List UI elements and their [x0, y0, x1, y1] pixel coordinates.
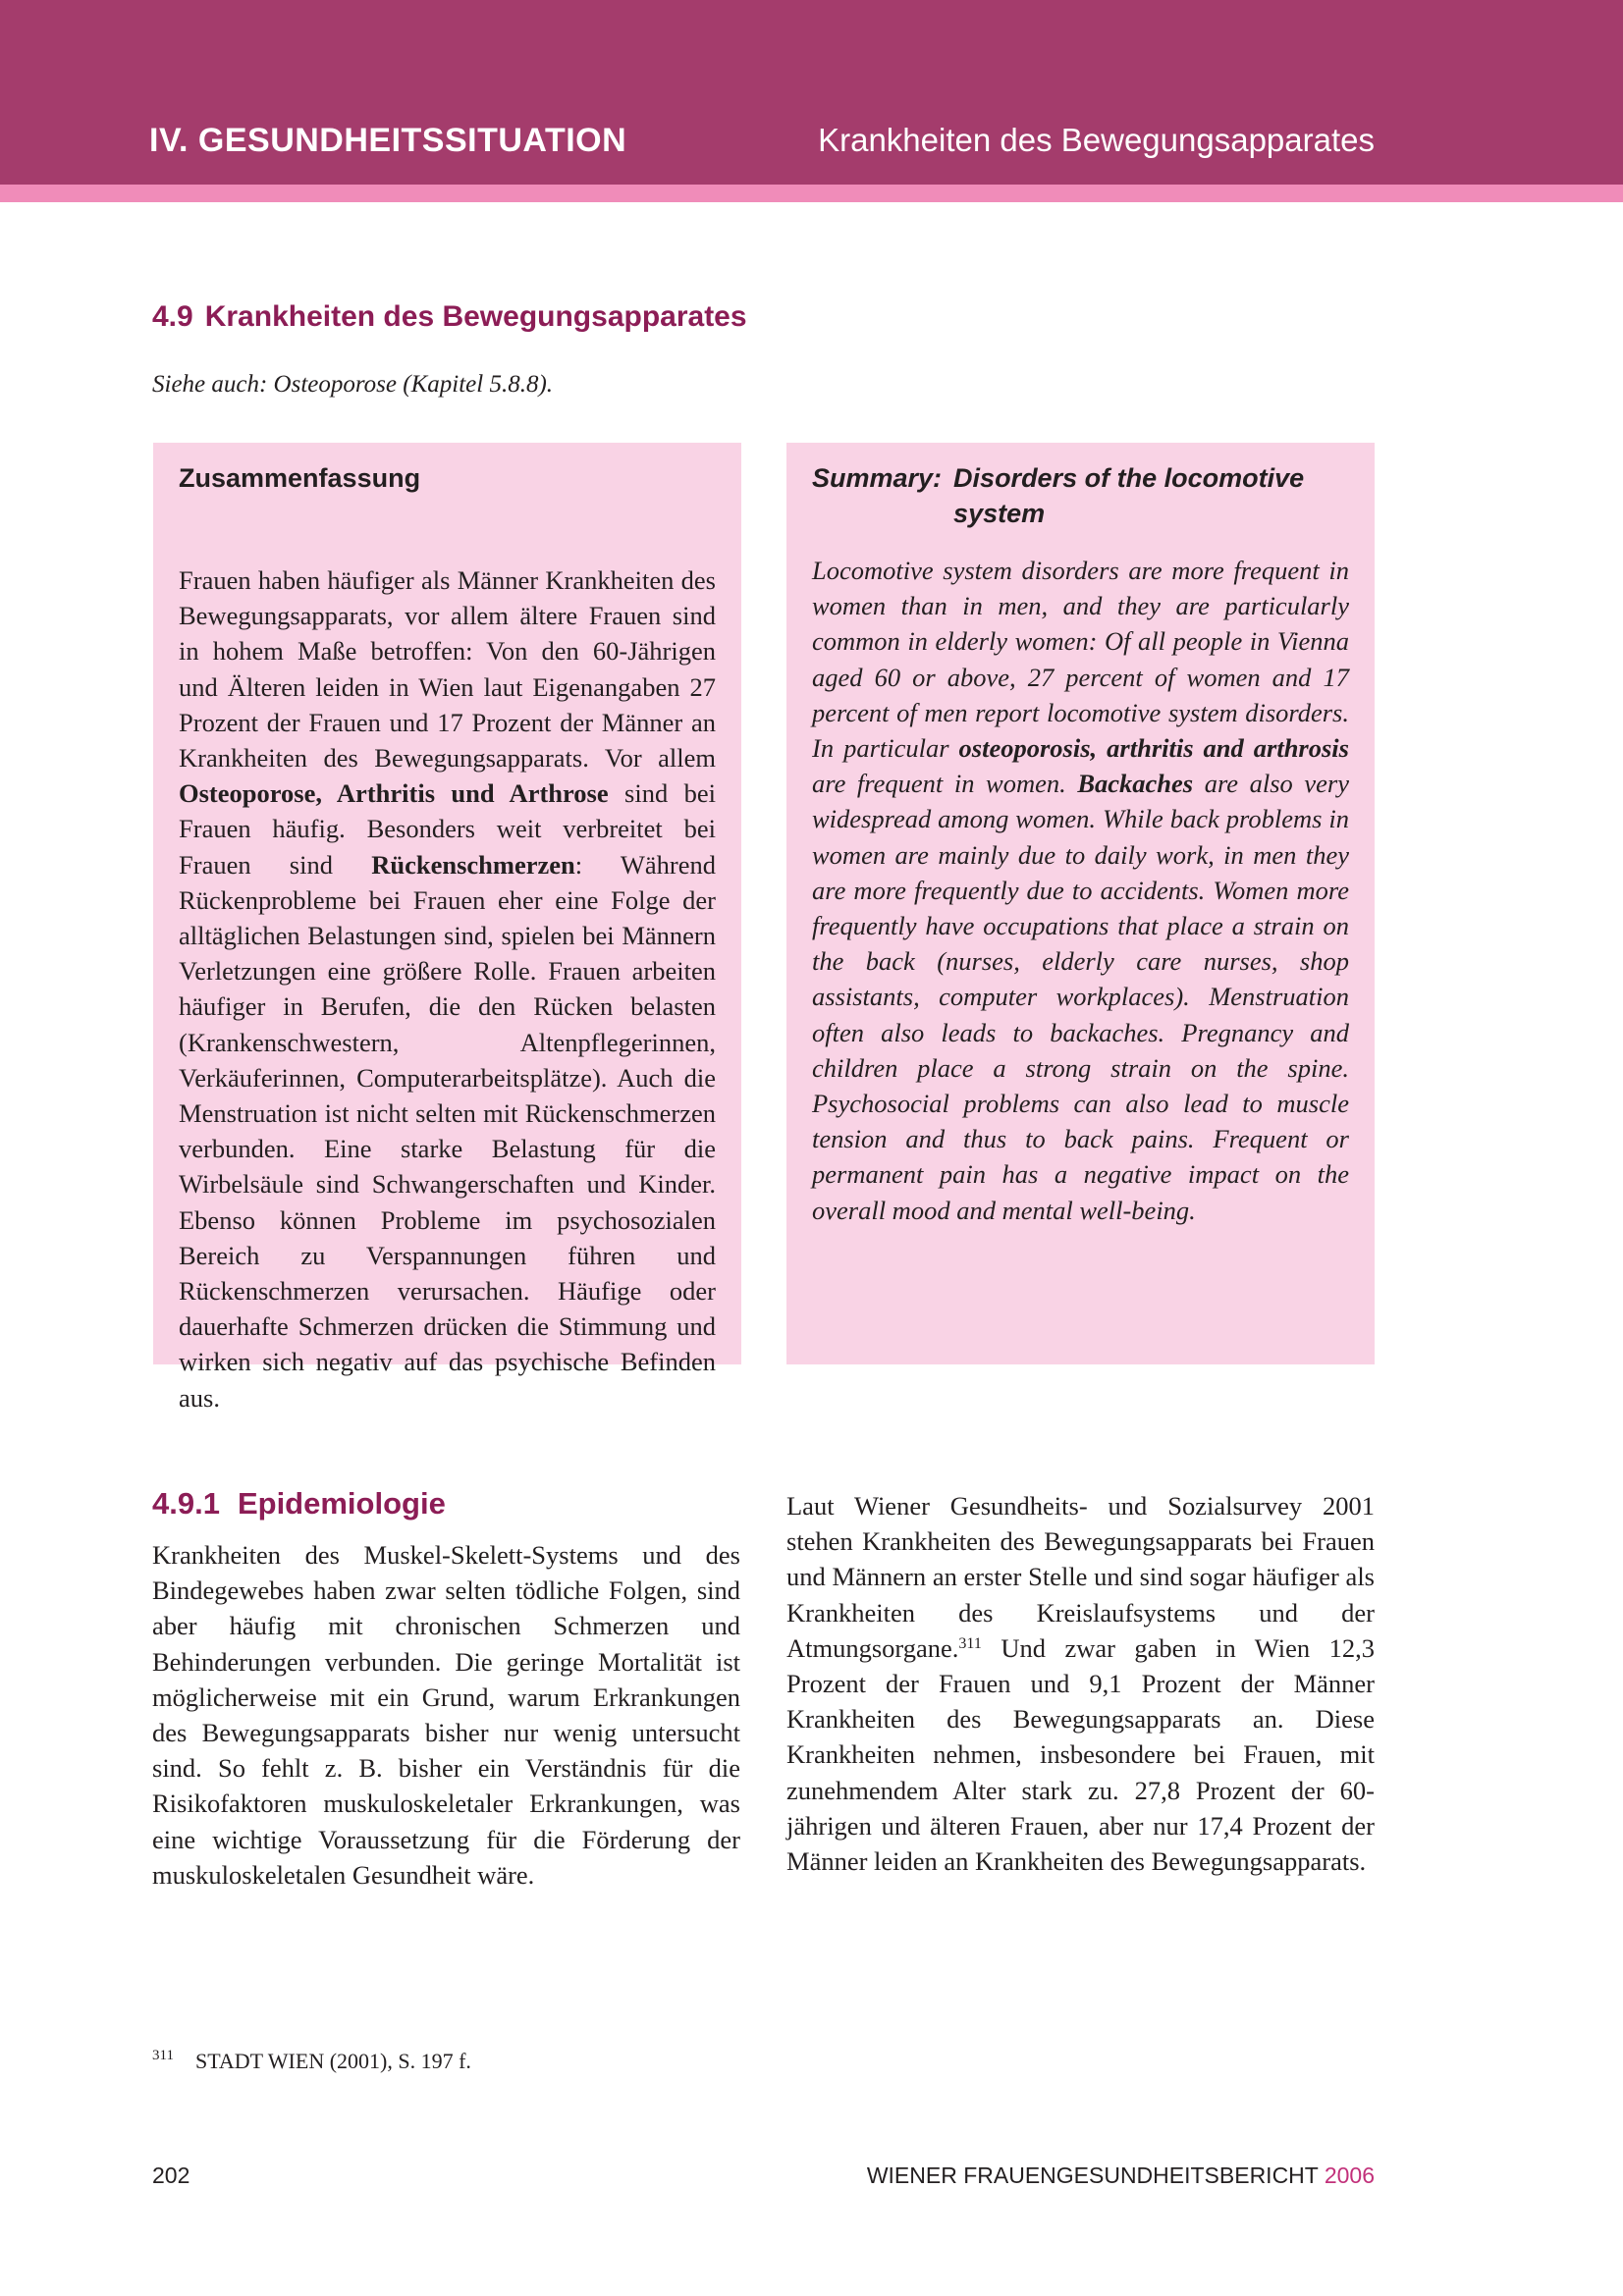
summary-box-german — [153, 443, 741, 1413]
summary-german-text-part: Frauen haben häufiger als Männer Krankheiten des Bewegungsapparats, vor allem ältere Frauen sind in hohem Maße betroffen: Von den 60-Jährigen und Älteren leiden in Wien laut Eigenangaben 27 Prozent der Frauen und 17 Prozent der Männer an Krankheiten des Bewegungsapparats. Vor allem — [179, 565, 716, 774]
summary-german-bold-diseases: Osteoporose, Arthritis und Arthrose — [179, 778, 609, 809]
header-stripe — [0, 185, 1623, 202]
footer-report-title — [867, 2163, 1375, 2189]
section-title — [152, 300, 747, 334]
see-also-note: Siehe auch: Osteoporose (Kapitel 5.8.8). — [152, 371, 554, 398]
subsection-title — [152, 1486, 446, 1522]
summary-english-heading — [812, 460, 1349, 531]
summary-english-text-part: are also very widespread among women. While back problems in women are mainly due to daily work, in men they are more frequently due to accidents. Women more frequently have occupations that place a strain on the back (nurses, elderly care nurses, shop assistants, computer workplaces). Menstruation often also leads to backaches. Pregnancy and children place a strong strain on the spine. Psychosocial problems can also lead to muscle tension and thus to back pains. Frequent or permanent pain has a negative impact on the overall mood and mental well-being. — [812, 769, 1349, 1225]
summary-german-text-part: sind bei Frauen häufig. Besonders weit verbreitet bei Frauen sind — [179, 778, 716, 880]
summary-english-text-part: Locomotive system disorders are more frequent in women than in men, and they are particularly common in elderly women: Of all people in Vienna aged 60 or above, 27 percent of women and 17 percent of men report locomotive system disorders. In particular — [812, 556, 1349, 764]
summary-english-bold-backaches: Backaches — [1077, 769, 1194, 799]
footnote — [152, 2048, 471, 2074]
body-text-right-part: Laut Wiener Gesundheits- und Sozialsurvey 2001 stehen Krankheiten des Bewegungsapparats bei Frauen und Männern an erster Stelle und sind sogar häufiger als Krankheiten des Kreislaufsystems und der Atmungsorgane. — [786, 1491, 1375, 1663]
page-number: 202 — [152, 2163, 190, 2188]
summary-german-heading: Zusammenfassung — [179, 463, 421, 493]
summary-box-english — [786, 443, 1375, 1364]
summary-german-text-part: : Während Rückenprobleme bei Frauen eher eine Folge der alltäglichen Belastungen sind, spielen bei Männern Verletzungen eine größere Rolle. Frauen arbeiten häufiger in Berufen, die den Rücken belasten (Krankenschwestern, Altenpflegerinnen, Verkäuferinnen, Computerarbeitsplätze). Auch die Menstruation ist nicht selten mit Rückenschmerzen verbunden. Eine starke Belastung für die Wirbelsäule sind Schwangerschaften und Kinder. Ebenso können Probleme im psychosozialen Bereich zu Verspannungen führen und Rückenschmerzen verursachen. Häufige oder dauerhafte Schmerzen drücken die Stimmung und wirken sich negativ auf das psychische Befinden aus. — [179, 849, 716, 1413]
section-number: 4.9 — [152, 300, 193, 333]
summary-english-heading-label: Summary: — [812, 463, 943, 493]
footer-report-name: WIENER FRAUENGESUNDHEITSBERICHT — [866, 2163, 1319, 2188]
subsection-number: 4.9.1 — [152, 1486, 220, 1521]
summary-german-bold-backpain: Rückenschmerzen — [371, 849, 575, 880]
body-text-right-part: Und zwar gaben in Wien 12,3 Prozent der Frauen und 9,1 Prozent der Männer Krankheiten des Bewegungsapparats an. Diese Krankheiten nehmen, insbesondere bei Frauen, mit zunehmendem Alter stark zu. 27,8 Prozent der 60-jährigen und älteren Frauen, aber nur 17,4 Prozent der Männer leiden an Krankheiten des Bewegungsapparats. — [786, 1632, 1375, 1877]
footnote-mark: 311 — [152, 2048, 174, 2063]
body-text-right-column — [786, 1488, 1375, 1879]
footnote-text: STADT WIEN (2001), S. 197 f. — [194, 2049, 471, 2073]
summary-english-text-part: are frequent in women. — [812, 769, 1078, 799]
footer-year: 2006 — [1324, 2163, 1375, 2188]
summary-english-heading-title: Disorders of the locomotive system — [953, 463, 1305, 528]
header-topic-title: Krankheiten des Bewegungsapparates — [818, 122, 1375, 158]
body-text-left-column: Krankheiten des Muskel-Skelett-Systems und des Bindegewebes haben zwar selten tödliche Folgen, sind aber häufig mit chronischen Schmerzen und Behinderungen verbunden. Die geringe Mortalität ist möglicherweise mit ein Grund, warum Erkrankungen des Bewegungsapparats bisher nur wenig untersucht sind. So fehlt z. B. bisher ein Verständnis für die Risikofaktoren muskuloskeletaler Erkrankungen, was eine wichtige Voraussetzung für die Förderung der muskuloskeletalen Gesundheit wäre. — [152, 1540, 740, 1890]
summary-english-text — [812, 553, 1349, 1228]
section-title-text: Krankheiten des Bewegungsapparates — [204, 300, 747, 333]
header-chapter-title: IV. GESUNDHEITSSITUATION — [149, 122, 627, 159]
subsection-title-text: Epidemiologie — [237, 1486, 446, 1521]
summary-english-bold-diseases: osteoporosis, arthritis and arthrosis — [958, 733, 1349, 764]
summary-german-text — [179, 562, 716, 1415]
footnote-reference: 311 — [958, 1634, 982, 1652]
